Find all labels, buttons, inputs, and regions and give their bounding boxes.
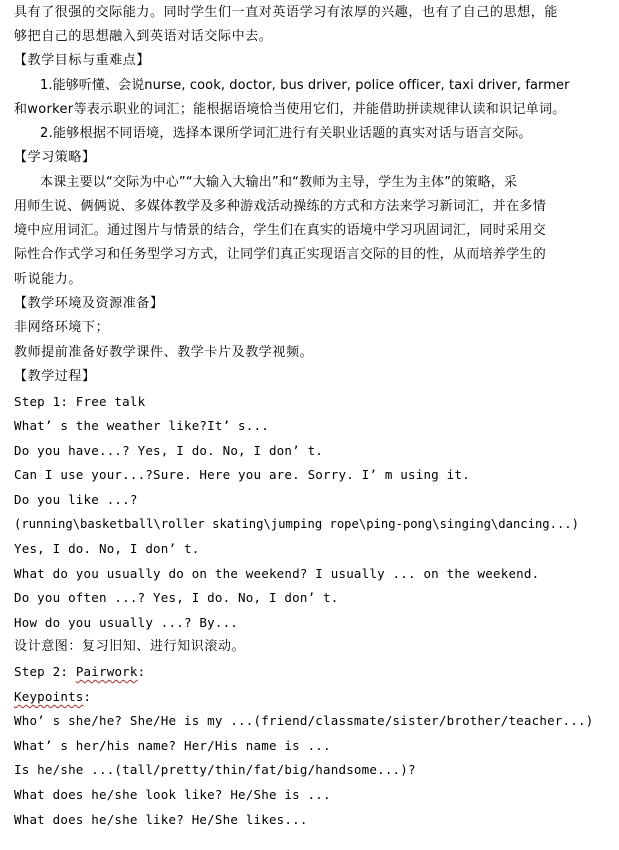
step1-line: Can I use your...?Sure. Here you are. Sorry. I’ m using it.: [14, 467, 470, 482]
environment-heading: 【教学环境及资源准备】: [14, 296, 164, 311]
step1-line: What’ s the weather like?It’ s...: [14, 418, 269, 433]
step1-title: Step 1: Free talk: [14, 394, 146, 409]
goals-heading: 【教学目标与重难点】: [14, 53, 151, 68]
step1-line: (running\basketball\roller skating\jumping rope\ping-pong\singing\dancing...): [14, 517, 579, 531]
strategy-heading: 【学习策略】: [14, 150, 96, 165]
design-intent: 设计意图：复习旧知、进行知识滚动。: [14, 639, 246, 654]
environment-line-2: 教师提前准备好教学课件、教学卡片及教学视频。: [14, 345, 314, 360]
step2-line: What does he/she look like? He/She is ...: [14, 787, 331, 802]
step1-line: Do you have...? Yes, I do. No, I don’ t.: [14, 443, 324, 458]
step2-prefix: Step 2:: [14, 664, 76, 679]
step2-suffix: :: [137, 664, 146, 679]
keypoints-suffix: :: [83, 689, 92, 704]
process-heading: 【教学过程】: [14, 369, 96, 384]
keypoints-word: Keypoints: [14, 689, 84, 704]
environment-line-1: 非网络环境下；: [14, 320, 110, 335]
strategy-line-5: 听说能力。: [14, 272, 83, 287]
step2-title: [14, 663, 611, 681]
step1-line: What do you usually do on the weekend? I usually ... on the weekend.: [14, 566, 540, 581]
keypoints-label: [14, 688, 611, 706]
intro-line-1: 具有了很强的交际能力。同时学生们一直对英语学习有浓厚的兴趣，也有了自己的思想，能: [14, 5, 559, 20]
step1-line: How do you usually ...? By...: [14, 615, 239, 630]
goal-1-line-1: 1.能够听懂、会说nurse, cook, doctor, bus driver, police officer, taxi driver, farmer: [40, 78, 570, 93]
strategy-line-2: 用师生说、俩俩说、多媒体教学及多种游戏活动操练的方式和方法来学习新词汇，并在多情: [14, 199, 547, 214]
goal-2: 2.能够根据不同语境，选择本课所学词汇进行有关职业话题的真实对话与语言交际。: [40, 126, 532, 141]
strategy-line-1: 本课主要以“交际为中心”“大输入大输出”和“教师为主导，学生为主体”的策略，采: [40, 175, 518, 190]
goal-1-line-2: 和worker等表示职业的词汇；能根据语境恰当使用它们，并能借助拼读规律认读和识记单词。: [14, 102, 566, 117]
step1-line: Do you like ...?: [14, 492, 138, 507]
step2-line: What’ s her/his name? Her/His name is ...: [14, 738, 331, 753]
step1-line: Yes, I do. No, I don’ t.: [14, 541, 200, 556]
step2-line: What does he/she like? He/She likes...: [14, 812, 308, 827]
intro-line-2: 够把自己的思想融入到英语对话交际中去。: [14, 29, 273, 44]
strategy-line-3: 境中应用词汇。通过图片与情景的结合，学生们在真实的语境中学习巩固词汇，同时采用交: [14, 223, 547, 238]
step2-line: Is he/she ...(tall/pretty/thin/fat/big/handsome...)?: [14, 762, 416, 777]
step2-line: Who’ s she/he? She/He is my ...(friend/classmate/sister/brother/teacher...): [14, 713, 594, 728]
strategy-line-4: 际性合作式学习和任务型学习方式，让同学们真正实现语言交际的目的性，从而培养学生的: [14, 247, 547, 262]
step2-word: Pairwork: [75, 664, 138, 679]
step1-line: Do you often ...? Yes, I do. No, I don’ t.: [14, 590, 339, 605]
